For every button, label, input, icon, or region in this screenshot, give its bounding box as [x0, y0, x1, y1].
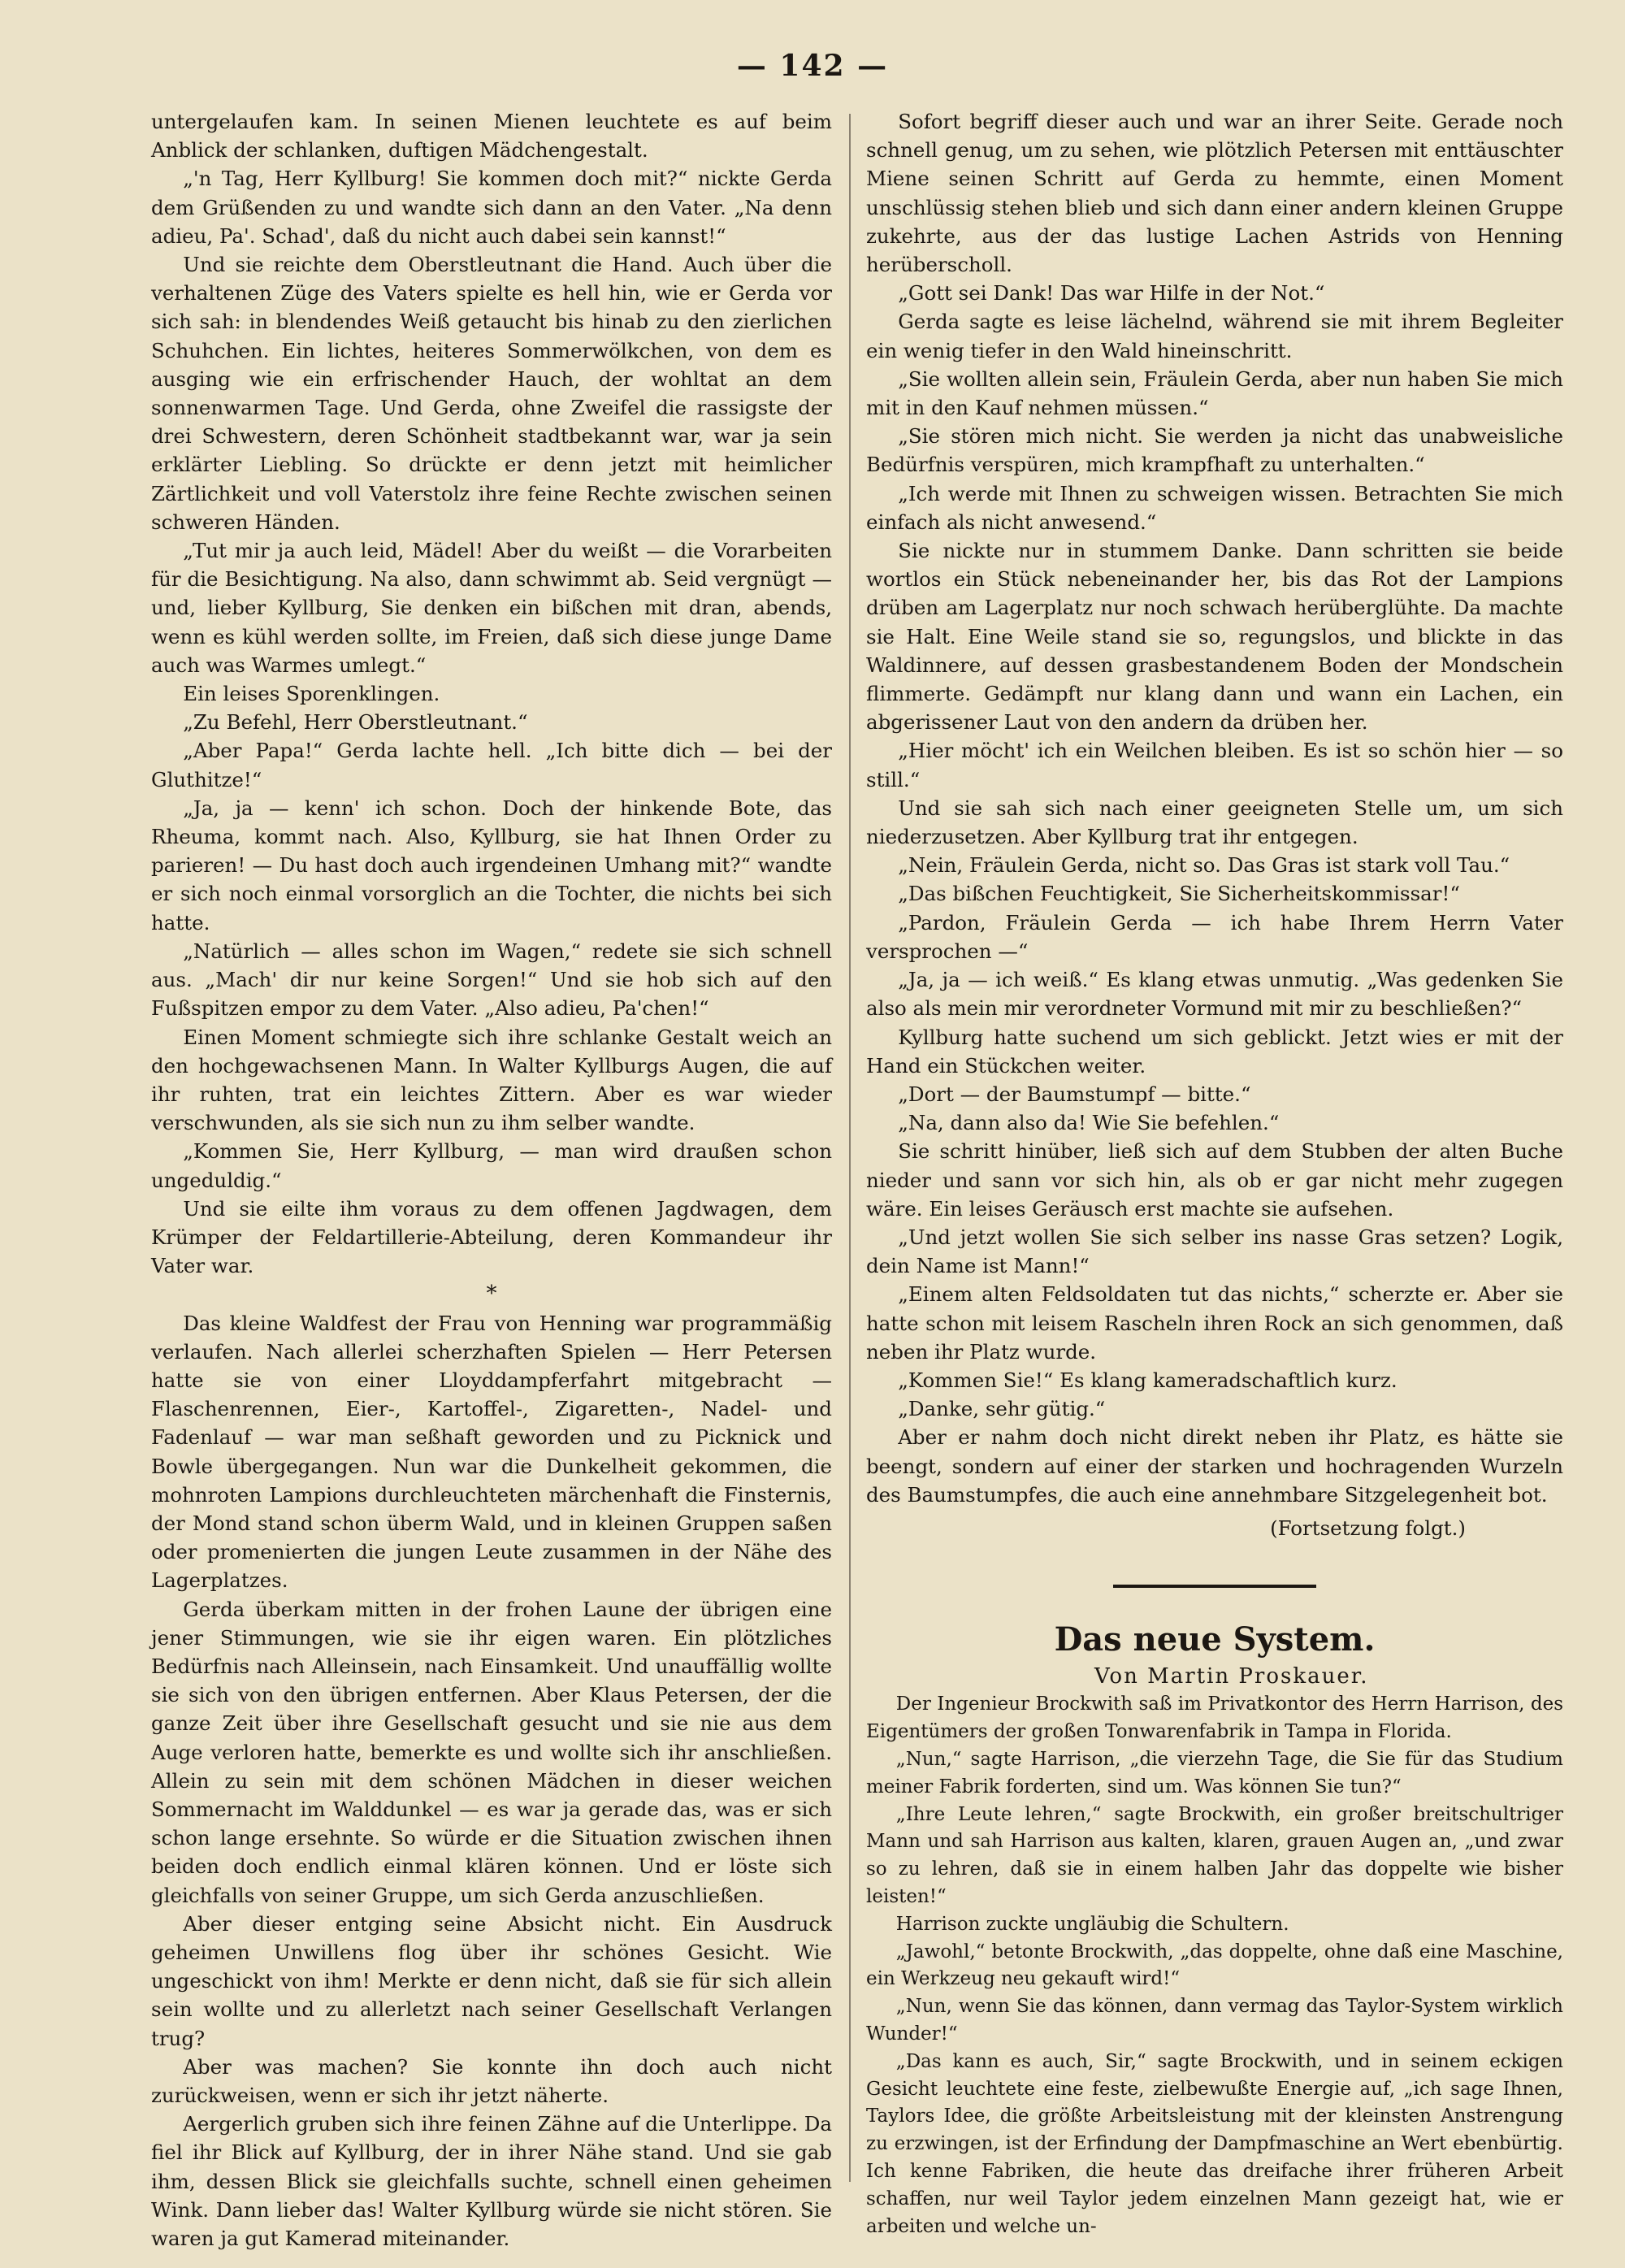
paragraph: Gerda überkam mitten in der frohen Laune der übrigen eine jener Stimmungen, wie sie ihr eigen waren. Ein plötzliches Bedürfnis nach Alleinsein, nach Einsamkeit. Und unauffällig wollte sie sich von den übrigen entfernen. Aber Klaus Petersen, der die ganze Zeit über ihre Gesellschaft gesucht und sie nie aus dem Auge verloren hatte, bemerkte es und wollte sich ihr anschließen. Allein zu sein mit dem schönen Mädchen in dieser weichen Sommernacht im Walddunkel — es war ja gerade das, was er sich schon lange ersehnte. So würde er die Situation zwischen ihnen beiden doch endlich einmal klären können. Und er löste sich gleichfalls von seiner Gruppe, um sich Gerda anzuschließen. [151, 1597, 832, 1907]
paragraph: „Jawohl,“ betonte Brockwith, „das doppelte, ohne daß eine Maschine, ein Werkzeug neu gekauft wird!“ [866, 1941, 1563, 1990]
paragraph: Sie schritt hinüber, ließ sich auf dem Stubben der alten Buche nieder und sann vor sich hin, als ob er gar nicht mehr zugegen wäre. Ein leises Geräusch erst machte sie aufsehen. [866, 1139, 1563, 1221]
paragraph: Aber was machen? Sie konnte ihn doch auch nicht zurückweisen, wenn er sich ihr jetzt näherte. [151, 2054, 832, 2108]
paragraph: Harrison zuckte ungläubig die Schultern. [895, 1913, 1289, 1935]
paragraph: Aergerlich gruben sich ihre feinen Zähne auf die Unterlippe. Da fiel ihr Blick auf Kyllburg, der in ihrer Nähe stand. Und sie gab ihm, dessen Blick sie gleichfalls suchte, schnell einen geheimen Wink. Dann lieber das! Walter Kyllburg würde sie nicht stören. Sie waren ja gut Kamerad miteinander. [151, 2112, 832, 2251]
paragraph: „Einem alten Feldsoldaten tut das nichts,“ scherzte er. Aber sie hatte schon mit leisem Rascheln ihren Rock an sich genommen, daß neben ihr Platz wurde. [866, 1282, 1563, 1364]
paragraph: Und sie sah sich nach einer geeigneten Stelle um, um sich niederzusetzen. Aber Kyllburg trat ihr entgegen. [866, 796, 1563, 849]
page-number: — 142 — [736, 49, 889, 83]
left-column [151, 107, 832, 2253]
paragraph: „Nun, wenn Sie das können, dann vermag das Taylor-System wirklich Wunder!“ [866, 1996, 1563, 2045]
paragraph: „Natürlich — alles schon im Wagen,“ redete sie sich schnell aus. „Mach' dir nur keine Sorgen!“ Und sie hob sich auf den Fußspitzen empor zu dem Vater. „Also adieu, Pa'chen!“ [151, 939, 832, 1021]
paragraph: Sie nickte nur in stummem Danke. Dann schritten sie beide wortlos ein Stück nebeneinander her, bis das Rot der Lampions drüben am Lagerplatz nur noch schwach herüberglühte. Da machte sie Halt. Eine Weile stand sie so, regungslos, und blickte in das Waldinnere, auf dessen grasbestandenem Boden der Mondschein flimmerte. Gedämpft nur klang dann und wann ein Lachen, ein abgerissener Laut von den andern da drüben her. [866, 539, 1563, 735]
section-break-asterisk: * [486, 1281, 497, 1307]
paragraph: „Das bißchen Feuchtigkeit, Sie Sicherheitskommissar!“ [898, 882, 1460, 906]
paragraph: „Hier möcht' ich ein Weilchen bleiben. Es ist so schön hier — so still.“ [866, 739, 1563, 791]
paragraph: „Ich werde mit Ihnen zu schweigen wissen. Betrachten Sie mich einfach als nicht anwesend.“ [866, 481, 1563, 534]
paragraph: „Danke, sehr gütig.“ [898, 1397, 1106, 1421]
paragraph: „Gott sei Dank! Das war Hilfe in der Not.“ [898, 281, 1325, 306]
paragraph: „Nein, Fräulein Gerda, nicht so. Das Gras ist stark voll Tau.“ [898, 853, 1510, 878]
paragraph: „Sie wollten allein sein, Fräulein Gerda, aber nun haben Sie mich mit in den Kauf nehmen müssen.“ [866, 366, 1563, 420]
paragraph: Aber er nahm doch nicht direkt neben ihr Platz, es hätte sie beengt, sondern auf einer der starken und hochragenden Wurzeln des Baumstumpfes, die auch eine annehmbare Sitzgelegenheit bot. [866, 1425, 1563, 1507]
article-divider [1113, 1585, 1316, 1588]
article-byline: Von Martin Proskauer. [1094, 1664, 1369, 1689]
paragraph: Das kleine Waldfest der Frau von Henning war programmäßig verlaufen. Nach allerlei scherzhaften Spielen — Herr Petersen hatte sie von einer Lloyddampferfahrt mitgebracht — Flaschenrennen, Eier-, Kartoffel-, Zigaretten-, Nadel- und Fadenlauf — war man seßhaft geworden und zu Picknick und Bowle übergegangen. Nun war die Dunkelheit gekommen, die mohnroten Lampions durchleuchteten märchenhaft die Finsternis, der Mond stand schon überm Wald, und in kleinen Gruppen saßen oder promenierten die jungen Leute zusammen in der Nähe des Lagerplatzes. [151, 1311, 832, 1593]
paragraph: „Tut mir ja auch leid, Mädel! Aber du weißt — die Vorarbeiten für die Besichtigung. Na also, dann schwimmt ab. Seid vergnügt — und, lieber Kyllburg, Sie denken ein bißchen mit dran, abends, wenn es kühl werden sollte, im Freien, daß sich diese junge Dame auch was Warmes umlegt.“ [151, 539, 832, 677]
paragraph: „'n Tag, Herr Kyllburg! Sie kommen doch mit?“ nickte Gerda dem Grüßenden zu und wandte sich dann an den Vater. „Na denn adieu, Pa'. Schad', daß du nicht auch dabei sein kannst!“ [151, 167, 832, 248]
column-divider [849, 114, 851, 2182]
paragraph: „Ja, ja — kenn' ich schon. Doch der hinkende Bote, das Rheuma, kommt nach. Also, Kyllburg, sie hat Ihnen Order zu parieren! — Du hast doch auch irgendeinen Umhang mit?“ wandte er sich noch einmal vorsorglich an die Tochter, die nichts bei sich hatte. [151, 796, 832, 935]
paragraph: Und sie eilte ihm voraus zu dem offenen Jagdwagen, dem Krümper der Feldartillerie-Abteilung, deren Kommandeur ihr Vater war. [151, 1196, 832, 1278]
article-title: Das neue System. [1054, 1620, 1376, 1659]
paragraph: „Das kann es auch, Sir,“ sagte Brockwith, und in seinem eckigen Gesicht leuchtete eine feste, zielbewußte Energie auf, „ich sage Ihnen, Taylors Idee, die größte Arbeitsleistung mit der kleinsten Anstrengung zu erzwingen, ist der Erfindung der Dampfmaschine an Wert ebenbürtig. Ich kenne Fabriken, die heute das dreifache ihrer früheren Arbeit schaffen, nur weil Taylor jedem einzelnen Mann gezeigt hat, wie er arbeiten und welche un- [866, 2050, 1563, 2237]
paragraph: Sofort begriff dieser auch und war an ihrer Seite. Gerade noch schnell genug, um zu sehen, wie plötzlich Petersen mit enttäuschter Miene seinen Schritt auf Gerda zu hemmte, einen Moment unschlüssig stehen blieb und sich dann einer andern kleinen Gruppe zukehrte, aus der das lustige Lachen Astrids von Henning herüberscholl. [866, 110, 1563, 277]
paragraph: Einen Moment schmiegte sich ihre schlanke Gestalt weich an den hochgewachsenen Mann. In Walter Kyllburgs Augen, die auf ihr ruhten, trat ein leichtes Zittern. Aber es war wieder verschwunden, als sie sich nun zu ihm selber wandte. [151, 1025, 832, 1135]
paragraph: „Kommen Sie!“ Es klang kameradschaftlich kurz. [898, 1368, 1398, 1392]
paragraph: „Sie stören mich nicht. Sie werden ja nicht das unabweisliche Bedürfnis verspüren, mich krampfhaft zu unterhalten.“ [866, 424, 1563, 477]
paragraph: „Und jetzt wollen Sie sich selber ins nasse Gras setzen? Logik, dein Name ist Mann!“ [866, 1225, 1563, 1278]
paragraph: Der Ingenieur Brockwith saß im Privatkontor des Herrn Harrison, des Eigentümers der großen Tonwarenfabrik in Tampa in Florida. [866, 1693, 1563, 1743]
paragraph: „Ja, ja — ich weiß.“ Es klang etwas unmutig. „Was gedenken Sie also als mein mir verordneter Vormund mit mir zu beschließen?“ [866, 968, 1563, 1021]
paragraph: „Pardon, Fräulein Gerda — ich habe Ihrem Herrn Vater versprochen —“ [866, 910, 1563, 963]
continuation-note: (Fortsetzung folgt.) [1270, 1516, 1466, 1540]
paragraph: Gerda sagte es leise lächelnd, während sie mit ihrem Begleiter ein wenig tiefer in den Wald hineinschritt. [866, 310, 1563, 362]
paragraph: Kyllburg hatte suchend um sich geblickt. Jetzt wies er mit der Hand ein Stückchen weiter. [866, 1025, 1563, 1078]
paragraph: untergelaufen kam. In seinen Mienen leuchtete es auf beim Anblick der schlanken, duftigen Mädchengestalt. [151, 110, 832, 163]
paragraph: Ein leises Sporenklingen. [183, 682, 440, 706]
paragraph: Aber dieser entging seine Absicht nicht. Ein Ausdruck geheimen Unwillens flog über ihr schönes Gesicht. Wie ungeschickt von ihm! Merkte er denn nicht, daß sie für sich allein sein wollte und zu allerletzt nach seiner Gesellschaft Verlangen trug? [151, 1911, 832, 2050]
paragraph: „Aber Papa!“ Gerda lachte hell. „Ich bitte dich — bei der Gluthitze!“ [151, 739, 832, 791]
article-body [866, 1691, 1563, 2240]
paragraph: „Dort — der Baumstumpf — bitte.“ [898, 1082, 1251, 1106]
paragraph: „Nun,“ sagte Harrison, „die vierzehn Tage, die Sie für das Studium meiner Fabrik forderten, sind um. Was können Sie tun?“ [866, 1748, 1563, 1797]
paragraph: „Na, dann also da! Wie Sie befehlen.“ [898, 1111, 1280, 1135]
paragraph: „Ihre Leute lehren,“ sagte Brockwith, ein großer breitschultriger Mann und sah Harrison aus kalten, klaren, grauen Augen an, „und zwar so zu lehren, daß sie in einem halben Jahr das doppelte wie bisher leisten!“ [866, 1803, 1563, 1907]
right-column [866, 107, 1563, 2240]
paragraph: „Zu Befehl, Herr Oberstleutnant.“ [183, 710, 528, 735]
paragraph: „Kommen Sie, Herr Kyllburg, — man wird draußen schon ungeduldig.“ [151, 1139, 832, 1192]
paragraph: Und sie reichte dem Oberstleutnant die Hand. Auch über die verhaltenen Züge des Vaters spielte es hell hin, wie er Gerda vor sich sah: in blendendes Weiß getaucht bis hinab zu den zierlichen Schuhchen. Ein lichtes, heiteres Sommerwölkchen, von dem es ausging wie ein erfrischender Hauch, der wohltat an dem sonnenwarmen Tage. Und Gerda, ohne Zweifel die rassigste der drei Schwestern, deren Schönheit stadtbekannt war, war ja sein erklärter Liebling. So drückte er denn jetzt mit heimlicher Zärtlichkeit und voll Vaterstolz ihre feine Rechte zwischen seinen schweren Händen. [151, 253, 832, 534]
